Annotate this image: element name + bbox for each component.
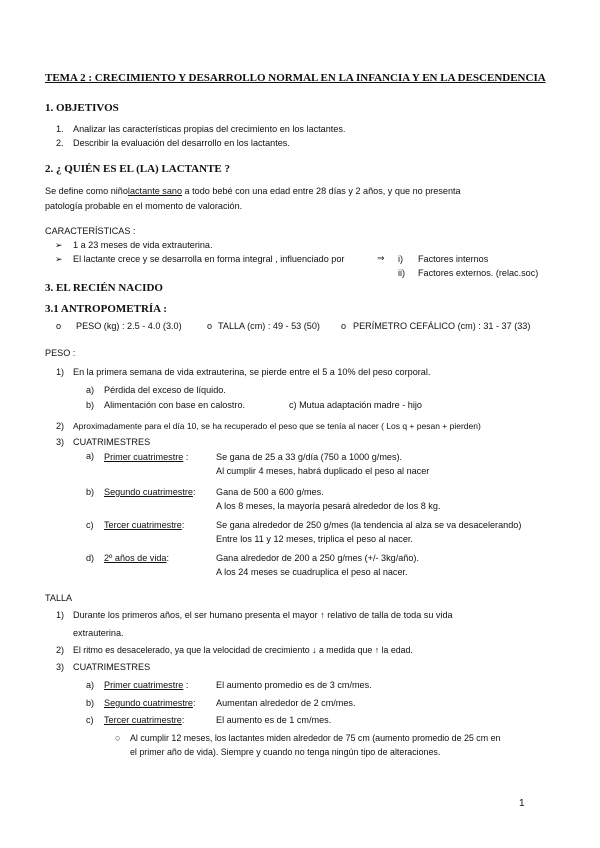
cuatrimestre-label <box>104 680 188 690</box>
anthro-item-peso: PESO (kg) : 2.5 - 4.0 (3.0) <box>76 321 182 331</box>
cuatrimestre-line1: Se gana alrededor de 250 g/mes (la tendencia al alza se va desacelerando) <box>216 520 522 530</box>
anthro-item-talla: TALLA (cm) : 49 - 53 (50) <box>218 321 320 331</box>
factor-item: Factores internos <box>418 254 489 264</box>
list-item: Describir la evaluación del desarrollo en los lactantes. <box>73 138 290 148</box>
cuatrimestre-line1: Se gana de 25 a 33 g/día (750 a 1000 g/mes). <box>216 452 403 462</box>
talla-label: TALLA <box>45 593 73 603</box>
cuatrimestre-line2: A los 8 meses, la mayoría pesará alrededor de los 8 kg. <box>216 501 441 511</box>
bullet-marker: o <box>56 321 62 331</box>
cuatrimestre-label <box>104 715 184 725</box>
section-heading-objetivos: 1. OBJETIVOS <box>45 102 119 114</box>
cuatrimestre-text: El aumento es de 1 cm/mes. <box>216 715 332 725</box>
factor-number: ii) <box>398 268 406 278</box>
separator: : <box>183 452 189 462</box>
cuatrimestre-label <box>104 553 169 563</box>
cuatrimestre-name: Primer cuatrimestre <box>104 452 184 462</box>
separator: : <box>192 487 196 497</box>
list-letter: b) <box>86 698 95 708</box>
list-item: 1 a 23 meses de vida extrauterina. <box>73 240 213 250</box>
lactante-sano-term: lactante sano <box>127 186 183 196</box>
cuatrimestre-line2: A los 24 meses se cuadruplica el peso al nacer. <box>216 567 408 577</box>
list-letter: b) <box>86 400 95 410</box>
definition-paragraph-line2: patología probable en el momento de valoración. <box>45 201 243 211</box>
list-letter: d) <box>86 553 95 563</box>
cuatrimestre-line1: Gana alrededor de 200 a 250 g/mes (+/- 3kg/año). <box>216 553 419 563</box>
list-number: 1) <box>56 367 65 377</box>
list-item: CUATRIMESTRES <box>73 662 151 672</box>
separator: : <box>181 715 185 725</box>
page-title: TEMA 2 : CRECIMIENTO Y DESARROLLO NORMAL EN LA INFANCIA Y EN LA DESCENDENCIA <box>45 72 546 84</box>
cuatrimestre-label <box>104 520 184 530</box>
list-item: CUATRIMESTRES <box>73 437 151 447</box>
cuatrimestre-name: Segundo cuatrimestre <box>104 698 193 708</box>
definition-text: Se define como niño <box>45 186 128 196</box>
separator: : <box>192 698 196 708</box>
arrow-bullet-icon: ➢ <box>55 254 63 264</box>
bullet-marker: o <box>207 321 213 331</box>
separator: : <box>181 520 185 530</box>
cuatrimestre-text: Aumentan alrededor de 2 cm/mes. <box>216 698 356 708</box>
list-item: c) Mutua adaptación madre - hijo <box>289 400 422 410</box>
list-item-continuation: extrauterina. <box>73 628 124 638</box>
list-number: 1) <box>56 610 65 620</box>
list-number: 2) <box>56 645 65 655</box>
list-letter: a) <box>86 385 95 395</box>
list-item: El lactante crece y se desarrolla en forma integral , influenciado por <box>73 254 345 264</box>
list-item: Analizar las características propias del crecimiento en los lactantes. <box>73 124 346 134</box>
list-item: Aproximadamente para el día 10, se ha recuperado el peso que se tenía al nacer ( Los q + pesan + pierden) <box>73 421 481 431</box>
section-heading-recien-nacido: 3. EL RECIÉN NACIDO <box>45 282 163 294</box>
page-number: 1 <box>519 798 525 809</box>
separator: : <box>166 553 170 563</box>
caracteristicas-label: CARACTERÍSTICAS : <box>45 226 136 236</box>
cuatrimestre-name: Tercer cuatrimestre <box>104 715 182 725</box>
bullet-marker: o <box>341 321 347 331</box>
arrow-bullet-icon: ➢ <box>55 240 63 250</box>
list-letter: a) <box>86 680 95 690</box>
anthro-item-perimetro: PERÍMETRO CEFÁLICO (cm) : 31 - 37 (33) <box>353 321 531 331</box>
list-letter: c) <box>86 520 94 530</box>
cuatrimestre-name: Segundo cuatrimestre <box>104 487 193 497</box>
list-number: 3) <box>56 662 65 672</box>
sub-item-line2: el primer año de vida). Siempre y cuando no tenga ningún tipo de alteraciones. <box>130 747 441 757</box>
list-item: Durante los primeros años, el ser humano presenta el mayor ↑ relativo de talla de toda su vida <box>73 610 453 620</box>
cuatrimestre-line2: Al cumplir 4 meses, habrá duplicado el peso al nacer <box>216 466 430 476</box>
factor-number: i) <box>398 254 404 264</box>
circle-bullet-icon: ○ <box>115 733 121 743</box>
implies-arrow-icon: ⇒ <box>377 253 385 263</box>
section-heading-lactante: 2. ¿ QUIÉN ES EL (LA) LACTANTE ? <box>45 163 230 175</box>
definition-text: a todo bebé con una edad entre 28 días y 2 años, y que no presenta <box>182 186 461 196</box>
definition-paragraph-line1 <box>45 186 461 196</box>
list-number: 1. <box>56 124 64 134</box>
cuatrimestre-name: Tercer cuatrimestre <box>104 520 182 530</box>
sub-item-line1: Al cumplir 12 meses, los lactantes miden alrededor de 75 cm (aumento promedio de 25 cm en <box>130 733 501 743</box>
list-item: Pérdida del exceso de líquido. <box>104 385 226 395</box>
factor-item: Factores externos. (relac.soc) <box>418 268 539 278</box>
list-number: 2) <box>56 421 65 431</box>
list-letter: b) <box>86 487 95 497</box>
cuatrimestre-label <box>104 698 196 708</box>
list-item: Alimentación con base en calostro. <box>104 400 246 410</box>
cuatrimestre-label <box>104 452 188 462</box>
list-letter: c) <box>86 715 94 725</box>
list-number: 3) <box>56 437 65 447</box>
separator: : <box>183 680 189 690</box>
list-letter: a) <box>86 451 95 461</box>
cuatrimestre-line1: Gana de 500 a 600 g/mes. <box>216 487 324 497</box>
cuatrimestre-line2: Entre los 11 y 12 meses, triplica el peso al nacer. <box>216 534 413 544</box>
cuatrimestre-name: Primer cuatrimestre <box>104 680 184 690</box>
subsection-heading-antropometria: 3.1 ANTROPOMETRÍA : <box>45 303 167 315</box>
cuatrimestre-text: El aumento promedio es de 3 cm/mes. <box>216 680 372 690</box>
cuatrimestre-label <box>104 487 196 497</box>
list-item: En la primera semana de vida extrauterina, se pierde entre el 5 a 10% del peso corporal. <box>73 367 431 377</box>
cuatrimestre-name: 2º años de vida <box>104 553 167 563</box>
list-number: 2. <box>56 138 64 148</box>
peso-label: PESO : <box>45 348 76 358</box>
list-item: El ritmo es desacelerado, ya que la velocidad de crecimiento ↓ a medida que ↑ la edad. <box>73 645 413 655</box>
